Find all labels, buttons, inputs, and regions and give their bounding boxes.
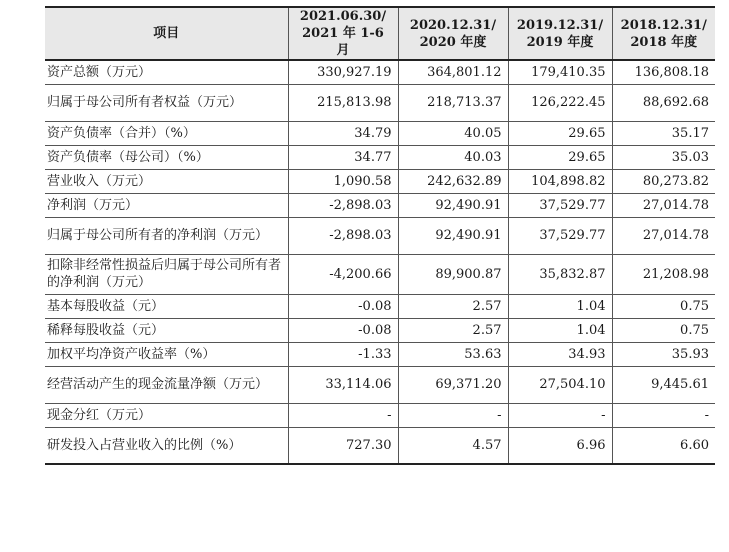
row-label: 归属于母公司所有者的净利润（万元）	[45, 217, 288, 254]
cell-value: 179,410.35	[508, 60, 612, 84]
cell-value: 27,504.10	[508, 366, 612, 403]
table-row	[45, 60, 715, 84]
cell-value: 0.75	[612, 294, 715, 318]
cell-value: 2.57	[398, 318, 508, 342]
table-row	[45, 294, 715, 318]
cell-value: 89,900.87	[398, 254, 508, 294]
table-row	[45, 318, 715, 342]
row-label: 基本每股收益（元）	[45, 294, 288, 318]
cell-value: 40.05	[398, 121, 508, 145]
cell-value: 215,813.98	[288, 84, 398, 121]
row-label: 营业收入（万元）	[45, 169, 288, 193]
header-period-2019: 2019.12.31/ 2019 年度	[508, 7, 612, 60]
row-label: 资产总额（万元）	[45, 60, 288, 84]
table-row	[45, 342, 715, 366]
cell-value: 80,273.82	[612, 169, 715, 193]
row-label: 净利润（万元）	[45, 193, 288, 217]
cell-value: 34.77	[288, 145, 398, 169]
cell-value: 88,692.68	[612, 84, 715, 121]
cell-value: 27,014.78	[612, 193, 715, 217]
cell-value: 27,014.78	[612, 217, 715, 254]
table-header	[45, 7, 715, 60]
cell-value: -2,898.03	[288, 193, 398, 217]
table-row	[45, 217, 715, 254]
table-row	[45, 84, 715, 121]
table-row	[45, 169, 715, 193]
table-row	[45, 427, 715, 464]
cell-value: 34.93	[508, 342, 612, 366]
cell-value: 1,090.58	[288, 169, 398, 193]
cell-value: 37,529.77	[508, 217, 612, 254]
cell-value: -	[612, 403, 715, 427]
cell-value: 4.57	[398, 427, 508, 464]
cell-value: 69,371.20	[398, 366, 508, 403]
table-row	[45, 366, 715, 403]
cell-value: -0.08	[288, 318, 398, 342]
financial-summary-table	[45, 6, 715, 465]
header-period-2018: 2018.12.31/ 2018 年度	[612, 7, 715, 60]
cell-value: 29.65	[508, 121, 612, 145]
header-item: 项目	[45, 7, 288, 60]
cell-value: 104,898.82	[508, 169, 612, 193]
cell-value: -	[508, 403, 612, 427]
cell-value: 37,529.77	[508, 193, 612, 217]
cell-value: -1.33	[288, 342, 398, 366]
row-label: 研发投入占营业收入的比例（%）	[45, 427, 288, 464]
cell-value: 1.04	[508, 294, 612, 318]
header-period-2021h1: 2021.06.30/ 2021 年 1-6 月	[288, 7, 398, 60]
table-row	[45, 254, 715, 294]
cell-value: 29.65	[508, 145, 612, 169]
row-label: 资产负债率（母公司）（%）	[45, 145, 288, 169]
cell-value: 53.63	[398, 342, 508, 366]
header-period-2020: 2020.12.31/ 2020 年度	[398, 7, 508, 60]
cell-value: -2,898.03	[288, 217, 398, 254]
cell-value: 218,713.37	[398, 84, 508, 121]
table-row	[45, 145, 715, 169]
table-row	[45, 121, 715, 145]
cell-value: 92,490.91	[398, 193, 508, 217]
cell-value: -	[288, 403, 398, 427]
cell-value: -4,200.66	[288, 254, 398, 294]
cell-value: 35.93	[612, 342, 715, 366]
table-row	[45, 193, 715, 217]
cell-value: -0.08	[288, 294, 398, 318]
cell-value: 21,208.98	[612, 254, 715, 294]
cell-value: 6.96	[508, 427, 612, 464]
table-body	[45, 60, 715, 464]
cell-value: 33,114.06	[288, 366, 398, 403]
cell-value: 364,801.12	[398, 60, 508, 84]
table-row	[45, 403, 715, 427]
cell-value: 35.03	[612, 145, 715, 169]
cell-value: 330,927.19	[288, 60, 398, 84]
row-label: 扣除非经常性损益后归属于母公司所有者的净利润（万元）	[45, 254, 288, 294]
cell-value: 242,632.89	[398, 169, 508, 193]
cell-value: 2.57	[398, 294, 508, 318]
cell-value: 727.30	[288, 427, 398, 464]
row-label: 稀释每股收益（元）	[45, 318, 288, 342]
cell-value: 0.75	[612, 318, 715, 342]
cell-value: 35.17	[612, 121, 715, 145]
cell-value: 9,445.61	[612, 366, 715, 403]
cell-value: 6.60	[612, 427, 715, 464]
header-row	[45, 7, 715, 60]
row-label: 加权平均净资产收益率（%）	[45, 342, 288, 366]
cell-value: 35,832.87	[508, 254, 612, 294]
cell-value: 40.03	[398, 145, 508, 169]
cell-value: 1.04	[508, 318, 612, 342]
cell-value: 126,222.45	[508, 84, 612, 121]
cell-value: 92,490.91	[398, 217, 508, 254]
cell-value: 34.79	[288, 121, 398, 145]
row-label: 现金分红（万元）	[45, 403, 288, 427]
row-label: 资产负债率（合并）（%）	[45, 121, 288, 145]
row-label: 经营活动产生的现金流量净额（万元）	[45, 366, 288, 403]
cell-value: -	[398, 403, 508, 427]
cell-value: 136,808.18	[612, 60, 715, 84]
row-label: 归属于母公司所有者权益（万元）	[45, 84, 288, 121]
